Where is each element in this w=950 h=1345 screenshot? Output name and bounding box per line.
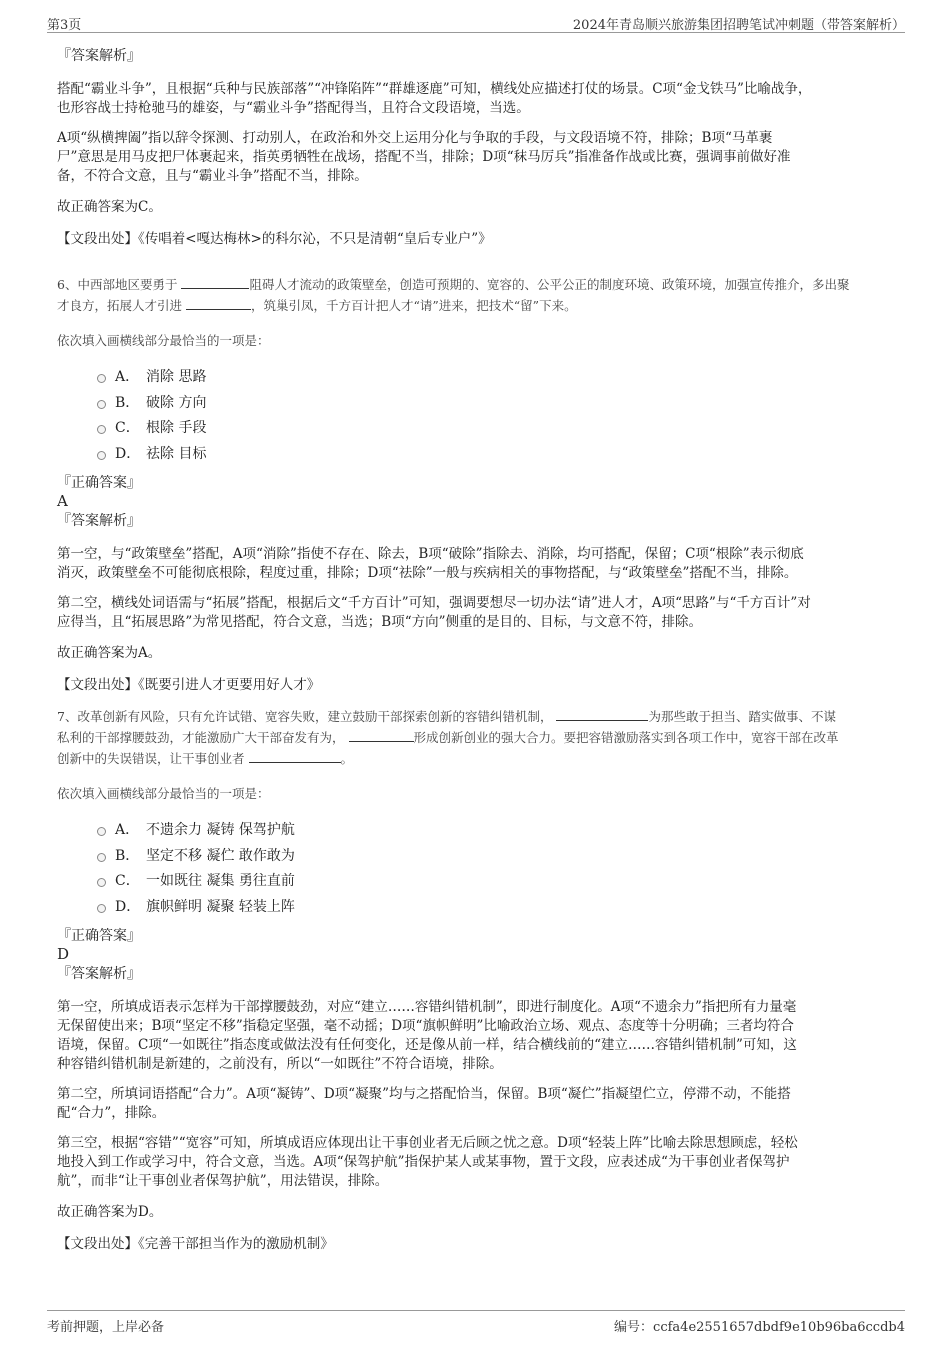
text-line: 第一空，所填成语表示怎样为干部撑腰鼓劲，对应“建立……容错纠错机制”，即进行制度化。A项“不遗余力”指把所有力量毫	[57, 999, 797, 1015]
q6-conclusion: 故正确答案为A。	[57, 645, 162, 661]
answer-blank	[349, 729, 414, 742]
q6-options	[57, 365, 897, 467]
text-line: 地投入到工作或学习中，符合文意，当选。A项“保驾护航”指保护某人或某事物，置于文段，应表述成“为干事创业者保驾护	[57, 1154, 790, 1170]
option-d[interactable]: D． 祛除 目标	[57, 442, 897, 468]
text-line: 配“合力”，排除。	[57, 1105, 166, 1121]
text-line: 种容错纠错机制是新建的，之前没有，所以“一如既往”不符合语境，排除。	[57, 1056, 503, 1072]
text-line: 航”，而非“让干事创业者保驾护航”，用法错误，排除。	[57, 1173, 389, 1189]
option-a[interactable]: A． 消除 思路	[57, 365, 897, 391]
q7-prompt: 依次填入画横线部分最恰当的一项是：	[57, 786, 270, 801]
analysis-label: 『答案解析』	[57, 966, 141, 982]
page-header	[47, 12, 905, 33]
option-b[interactable]: B． 破除 方向	[57, 391, 897, 417]
text-line: 搭配“霸业斗争”，且根据“兵种与民族部落”“冲锋陷阵”“群雄逐鹿”可知，横线处应描述打仗的场景。C项“金戈铁马”比喻战争，	[57, 81, 812, 97]
answer-blank	[186, 297, 251, 310]
correct-answer-label: 『正确答案』	[57, 475, 141, 491]
q6-source: 【文段出处】《既要引进人才更要用好人才》	[57, 677, 321, 693]
radio-icon[interactable]	[97, 853, 106, 862]
radio-icon[interactable]	[97, 904, 106, 913]
analysis-label: 『答案解析』	[57, 513, 141, 529]
text-line: 才良方，拓展人才引进 ，筑巢引凤，千方百计把人才“请”进来，把技术“留”下来。	[57, 298, 577, 313]
text-line: 语境，保留。C项“一如既往”指态度或做法没有任何变化，还是像从前一样，结合横线前的“建立……容错纠错机制”可知，这	[57, 1037, 797, 1053]
text-line: 无保留使出来；B项“坚定不移”指稳定坚强，毫不动摇；D项“旗帜鲜明”比喻政治立场、观点、态度等十分明确；三者均符合	[57, 1018, 794, 1034]
q7-question	[57, 706, 897, 769]
q6-analysis-para2	[57, 594, 897, 632]
option-c[interactable]: C． 一如既往 凝集 勇往直前	[57, 869, 897, 895]
footer-slogan: 考前押题，上岸必备	[47, 1320, 165, 1335]
text-line: A项“纵横捭阖”指以辞令探测、打动别人，在政治和外交上运用分化与争取的手段，与文段语境不符，排除；B项“马革裹	[57, 130, 773, 146]
q6-question	[57, 274, 897, 316]
document-title: 2024年青岛顺兴旅游集团招聘笔试冲刺题（带答案解析）	[572, 18, 905, 33]
q7-analysis-para2	[57, 1085, 897, 1123]
option-a[interactable]: A． 不遗余力 凝铸 保驾护航	[57, 818, 897, 844]
radio-icon[interactable]	[97, 827, 106, 836]
correct-answer: D	[57, 945, 70, 963]
radio-icon[interactable]	[97, 451, 106, 460]
text-line: 7、改革创新有风险，只有允许试错、宽容失败，建立鼓励干部探索创新的容错纠错机制， 为那些敢于担当、踏实做事、不谋	[57, 709, 836, 724]
option-b[interactable]: B． 坚定不移 凝伫 敢作敢为	[57, 844, 897, 870]
correct-answer: A	[57, 492, 68, 510]
radio-icon[interactable]	[97, 425, 106, 434]
page-content	[57, 46, 897, 1254]
text-line: 也形容战士持枪驰马的雄姿，与“霸业斗争”搭配得当，且符合文段语境，当选。	[57, 100, 530, 116]
q5-analysis-para1	[57, 80, 897, 118]
radio-icon[interactable]	[97, 400, 106, 409]
text-line: 第二空，所填词语搭配“合力”。A项“凝铸”、D项“凝聚”均与之搭配恰当，保留。B项“凝伫”指凝望伫立，停滞不动，不能搭	[57, 1086, 791, 1102]
option-d[interactable]: D． 旗帜鲜明 凝聚 轻装上阵	[57, 895, 897, 921]
text-line: 应得当，且“拓展思路”为常见搭配，符合文意，当选；B项“方向”侧重的是目的、目标，与文意不符，排除。	[57, 614, 703, 630]
text-line: 备，不符合文意，且与“霸业斗争”搭配不当，排除。	[57, 168, 368, 184]
page-footer	[47, 1310, 905, 1335]
text-line: 6、中西部地区要勇于 阻碍人才流动的政策壁垒，创造可预期的、宽容的、公平公正的制度环境、政策环境，加强宣传推介，多出聚	[57, 277, 850, 292]
option-c[interactable]: C． 根除 手段	[57, 416, 897, 442]
text-line: 第一空，与“政策壁垒”搭配，A项“消除”指使不存在、除去，B项“破除”指除去、消除，均可搭配，保留；C项“根除”表示彻底	[57, 546, 804, 562]
q5-analysis-para2	[57, 129, 897, 186]
q6-prompt: 依次填入画横线部分最恰当的一项是：	[57, 333, 270, 348]
q7-source: 【文段出处】《完善干部担当作为的激励机制》	[57, 1236, 334, 1252]
text-line: 第三空，根据“容错”“宽容”可知，所填成语应体现出让干事创业者无后顾之忧之意。D项“轻装上阵”比喻去除思想顾虑，轻松	[57, 1135, 798, 1151]
q7-analysis-para3	[57, 1134, 897, 1191]
page-number: 第3页	[47, 18, 82, 33]
text-line: 消灭，政策壁垒不可能彻底根除，程度过重，排除；D项“祛除”一般与疾病相关的事物搭配，与“政策壁垒”搭配不当，排除。	[57, 565, 798, 581]
q7-conclusion: 故正确答案为D。	[57, 1204, 163, 1220]
document-id: 编号：ccfa4e2551657dbdf9e10b96ba6ccdb4	[614, 1320, 905, 1335]
answer-blank	[556, 708, 648, 721]
correct-answer-label: 『正确答案』	[57, 928, 141, 944]
answer-blank	[181, 276, 249, 289]
text-line: 尸”意思是用马皮把尸体裹起来，指英勇牺牲在战场，搭配不当，排除；D项“秣马厉兵”指准备作战或比赛，强调事前做好准	[57, 149, 791, 165]
q6-analysis-para1	[57, 545, 897, 583]
q7-options	[57, 818, 897, 920]
q5-conclusion: 故正确答案为C。	[57, 199, 162, 215]
radio-icon[interactable]	[97, 878, 106, 887]
analysis-label: 『答案解析』	[57, 48, 141, 64]
radio-icon[interactable]	[97, 374, 106, 383]
q7-analysis-para1	[57, 998, 897, 1074]
text-line: 私利的干部撑腰鼓劲，才能激励广大干部奋发有为， 形成创新创业的强大合力。要把容错激励落实到各项工作中，宽容干部在改革	[57, 730, 839, 745]
text-line: 创新中的失误错误，让干事创业者 。	[57, 751, 354, 766]
answer-blank	[249, 750, 341, 763]
text-line: 第二空，横线处词语需与“拓展”搭配，根据后文“千方百计”可知，强调要想尽一切办法“请”进人才，A项“思路”与“千方百计”对	[57, 595, 811, 611]
q5-source: 【文段出处】《传唱着<嘎达梅林>的科尔沁，不只是清朝“皇后专业户”》	[57, 231, 492, 247]
